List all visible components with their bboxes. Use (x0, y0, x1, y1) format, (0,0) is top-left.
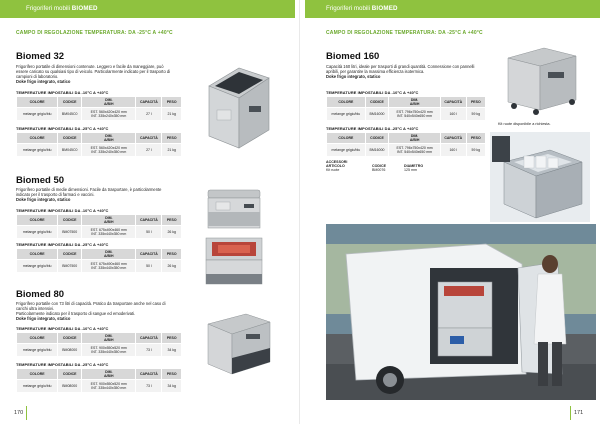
product-desc-text: Frigorifero portatile di medie dimensioni. Facile da trasportare, è particolarmente indicato per il trasporto di farmaci e vaccini. (16, 187, 162, 197)
table-row (327, 108, 486, 121)
product-description (16, 187, 176, 202)
acc-col-code: CODICE (372, 164, 386, 168)
cell-weight: 26 kg (162, 226, 182, 239)
col-header: PESO (466, 97, 485, 108)
cell-color: melange grigio/blu (17, 344, 58, 357)
acc-col-article: ARTICOLO (326, 164, 345, 168)
cell-capacity: 27 l (136, 108, 162, 121)
cell-dim: EST. 900x550x520 mm INT. 335x440x350 mm (82, 344, 136, 357)
page-number-bar (570, 406, 571, 420)
cell-color: melange grigio/blu (17, 144, 58, 157)
cell-dim: EST. 796x750x420 mm INT. 540x540x650 mm (389, 144, 441, 157)
biomed-80-image (196, 308, 276, 380)
temp-range-label: TEMPERATURE IMPOSTABILI DA -10°C A +40°C (16, 326, 109, 331)
temp-range-label: TEMPERATURE IMPOSTABILI DA -25°C A +40°C (326, 126, 419, 131)
header-prefix: Frigoriferi mobili (26, 5, 71, 12)
product-desc-bold: Doke frigo integrato, statico (16, 316, 71, 321)
table-row (17, 108, 182, 121)
col-header: COLORE (327, 97, 366, 108)
page-number: 171 (574, 410, 584, 416)
col-header: CAPACITÀ (136, 333, 162, 344)
cell-code: BM07500 (58, 260, 82, 273)
table-row (17, 260, 182, 273)
biomed-160-image (500, 42, 582, 120)
col-header: COLORE (327, 133, 366, 144)
temp-range-label: TEMPERATURE IMPOSTABILI DA -10°C A +40°C (16, 208, 109, 213)
product-description (326, 64, 476, 79)
col-header: CAPACITÀ (136, 249, 162, 260)
product-title: Biomed 160 (326, 51, 380, 62)
cell-code: BM16000 (365, 108, 389, 121)
cell-weight: 59 kg (466, 144, 485, 157)
product-title: Biomed 50 (16, 175, 65, 186)
col-header: CAPACITÀ (136, 215, 162, 226)
cell-weight: 26 kg (162, 260, 182, 273)
product-title: Biomed 32 (16, 51, 65, 62)
product-title: Biomed 80 (16, 289, 65, 300)
col-header: CODICE (58, 215, 82, 226)
product-description (16, 64, 176, 84)
biomed-50-image (198, 178, 270, 232)
cell-capacity: 50 l (136, 260, 162, 273)
cell-color: melange grigio/blu (17, 380, 58, 393)
temp-range-label: TEMPERATURE IMPOSTABILI DA -10°C A +40°C (16, 90, 109, 95)
col-header: DIM. A/B/H (82, 97, 136, 108)
col-header: CAPACITÀ (136, 133, 162, 144)
spec-table (16, 368, 182, 393)
product-description (16, 301, 176, 321)
spec-table (16, 214, 182, 239)
acc-diameter: 125 mm (404, 168, 417, 172)
cell-color: melange grigio/blu (327, 144, 366, 157)
temp-range-label: TEMPERATURE IMPOSTABILI DA -25°C A +40°C (16, 126, 109, 131)
page-number: 170 (14, 410, 24, 416)
product-desc-text: Frigorifero portatile con 73 litri di capacità. Pratico da trasportare anche nel caso di carichi ultra intensivi. (16, 301, 166, 311)
acc-code: BM0076 (372, 168, 386, 172)
product-desc-bold: Doke frigo integrato, statico (326, 74, 381, 79)
table-row (327, 144, 486, 157)
accessories-row (326, 168, 423, 172)
header-brand: BIOMED (371, 5, 398, 12)
col-header: PESO (162, 133, 182, 144)
subheading: CAMPO DI REGOLAZIONE TEMPERATURA: DA -25°C A +40°C (326, 30, 483, 36)
product-desc-bold: Doke frigo integrato, statico (16, 79, 71, 84)
spec-table (16, 248, 182, 273)
van-photo (326, 224, 596, 400)
biomed-32-image (193, 58, 273, 158)
product-desc-text: Capacità 160 litri, ideale per trasporti di grandi quantità. Connessione con pannelli apribili, per garantire la massima efficienza isotermica. (326, 64, 475, 74)
col-header: PESO (162, 215, 182, 226)
cell-code: BM07500 (58, 226, 82, 239)
col-header: PESO (162, 369, 182, 380)
col-header: CODICE (58, 249, 82, 260)
acc-col-diameter: DIAMETRO (404, 164, 424, 168)
cell-weight: 21 kg (162, 108, 182, 121)
cell-color: melange grigio/blu (17, 226, 58, 239)
col-header: CODICE (58, 133, 82, 144)
col-header: DIM. A/B/H (389, 97, 441, 108)
cell-code: BM16000 (365, 144, 389, 157)
col-header: COLORE (17, 249, 58, 260)
product-desc-text: Frigorifero portatile di dimensioni contenute. Leggero e facile da maneggiare, può essere caricato su qualsiasi tipo di veicolo. Particolarmente indicato per il trasporto di campioni di laboratorio. (16, 64, 171, 79)
col-header: CAPACITÀ (440, 97, 466, 108)
col-header: COLORE (17, 215, 58, 226)
col-header: CAPACITÀ (440, 133, 466, 144)
cell-color: melange grigio/blu (327, 108, 366, 121)
cell-color: melange grigio/blu (17, 108, 58, 121)
col-header: DIM. A/B/H (82, 333, 136, 344)
cell-dim: EST. 900x550x520 mm INT. 335x440x350 mm (82, 380, 136, 393)
product-desc-bold: Doke frigo integrato, statico (16, 197, 71, 202)
cell-dim: EST. 796x750x420 mm INT. 540x540x650 mm (389, 108, 441, 121)
col-header: PESO (162, 97, 182, 108)
col-header: CODICE (58, 369, 82, 380)
temp-range-label: TEMPERATURE IMPOSTABILI DA -25°C A +40°C (16, 362, 109, 367)
cell-capacity: 73 l (136, 344, 162, 357)
spec-table (326, 96, 486, 121)
spec-table (16, 96, 182, 121)
product-desc-text-2: Particolarmente indicato per il trasporto di sangue ed emoderivati. (16, 311, 136, 316)
header-band (305, 0, 600, 18)
spec-table (16, 132, 182, 157)
col-header: COLORE (17, 333, 58, 344)
col-header: PESO (162, 249, 182, 260)
temp-range-label: TEMPERATURE IMPOSTABILI DA -25°C A +40°C (16, 242, 109, 247)
cell-weight: 59 kg (466, 108, 485, 121)
col-header: COLORE (17, 133, 58, 144)
header-brand: BIOMED (71, 5, 98, 12)
col-header: DIM. A/B/H (82, 249, 136, 260)
acc-item: Kit ruote (326, 168, 340, 172)
cell-weight: 34 kg (162, 344, 182, 357)
cell-dim: EST. 675x490x460 mm INT. 335x440x350 mm (82, 226, 136, 239)
accessories-heading: ACCESSORI (326, 160, 348, 164)
subheading: CAMPO DI REGOLAZIONE TEMPERATURA: DA -25°C A +40°C (16, 30, 173, 36)
col-header: DIM. A/B/H (82, 133, 136, 144)
table-row (17, 226, 182, 239)
table-row (17, 144, 182, 157)
cell-capacity: 27 l (136, 144, 162, 157)
col-header: CODICE (58, 333, 82, 344)
col-header: CODICE (58, 97, 82, 108)
spec-table (326, 132, 486, 157)
col-header: COLORE (17, 369, 58, 380)
image-caption: Kit ruote disponibile a richiesta. (498, 122, 551, 126)
header-band (0, 0, 295, 18)
cell-dim: EST. 560x420x420 mm INT. 335x240x350 mm (82, 108, 136, 121)
cell-capacity: 160 l (440, 144, 466, 157)
spec-table (16, 332, 182, 357)
cell-capacity: 50 l (136, 226, 162, 239)
right-page (300, 0, 600, 424)
col-header: DIM. A/B/H (82, 369, 136, 380)
table-row (17, 380, 182, 393)
col-header: PESO (466, 133, 485, 144)
header-prefix: Frigoriferi mobili (326, 5, 371, 12)
col-header: CODICE (365, 133, 389, 144)
cell-capacity: 160 l (440, 108, 466, 121)
col-header: DIM. A/B/H (389, 133, 441, 144)
cell-weight: 34 kg (162, 380, 182, 393)
cell-capacity: 73 l (136, 380, 162, 393)
cell-code: BM045C0 (58, 144, 82, 157)
cell-weight: 21 kg (162, 144, 182, 157)
cell-dim: EST. 675x490x460 mm INT. 335x440x350 mm (82, 260, 136, 273)
col-header: CAPACITÀ (136, 369, 162, 380)
col-header: CODICE (365, 97, 389, 108)
col-header: DIM. A/B/H (82, 215, 136, 226)
col-header: COLORE (17, 97, 58, 108)
cell-color: melange grigio/blu (17, 260, 58, 273)
table-row (17, 344, 182, 357)
accessories-block (326, 160, 423, 172)
cell-code: BM08000 (58, 380, 82, 393)
biomed-50-open-image (198, 234, 270, 288)
cell-code: BM045C0 (58, 108, 82, 121)
temp-range-label: TEMPERATURE IMPOSTABILI DA -10°C A +40°C (326, 90, 419, 95)
page-number-bar (26, 406, 27, 420)
cell-dim: EST. 560x420x420 mm INT. 335x240x350 mm (82, 144, 136, 157)
cell-code: BM08000 (58, 344, 82, 357)
col-header: CAPACITÀ (136, 97, 162, 108)
biomed-160-open-image (490, 132, 590, 222)
col-header: PESO (162, 333, 182, 344)
